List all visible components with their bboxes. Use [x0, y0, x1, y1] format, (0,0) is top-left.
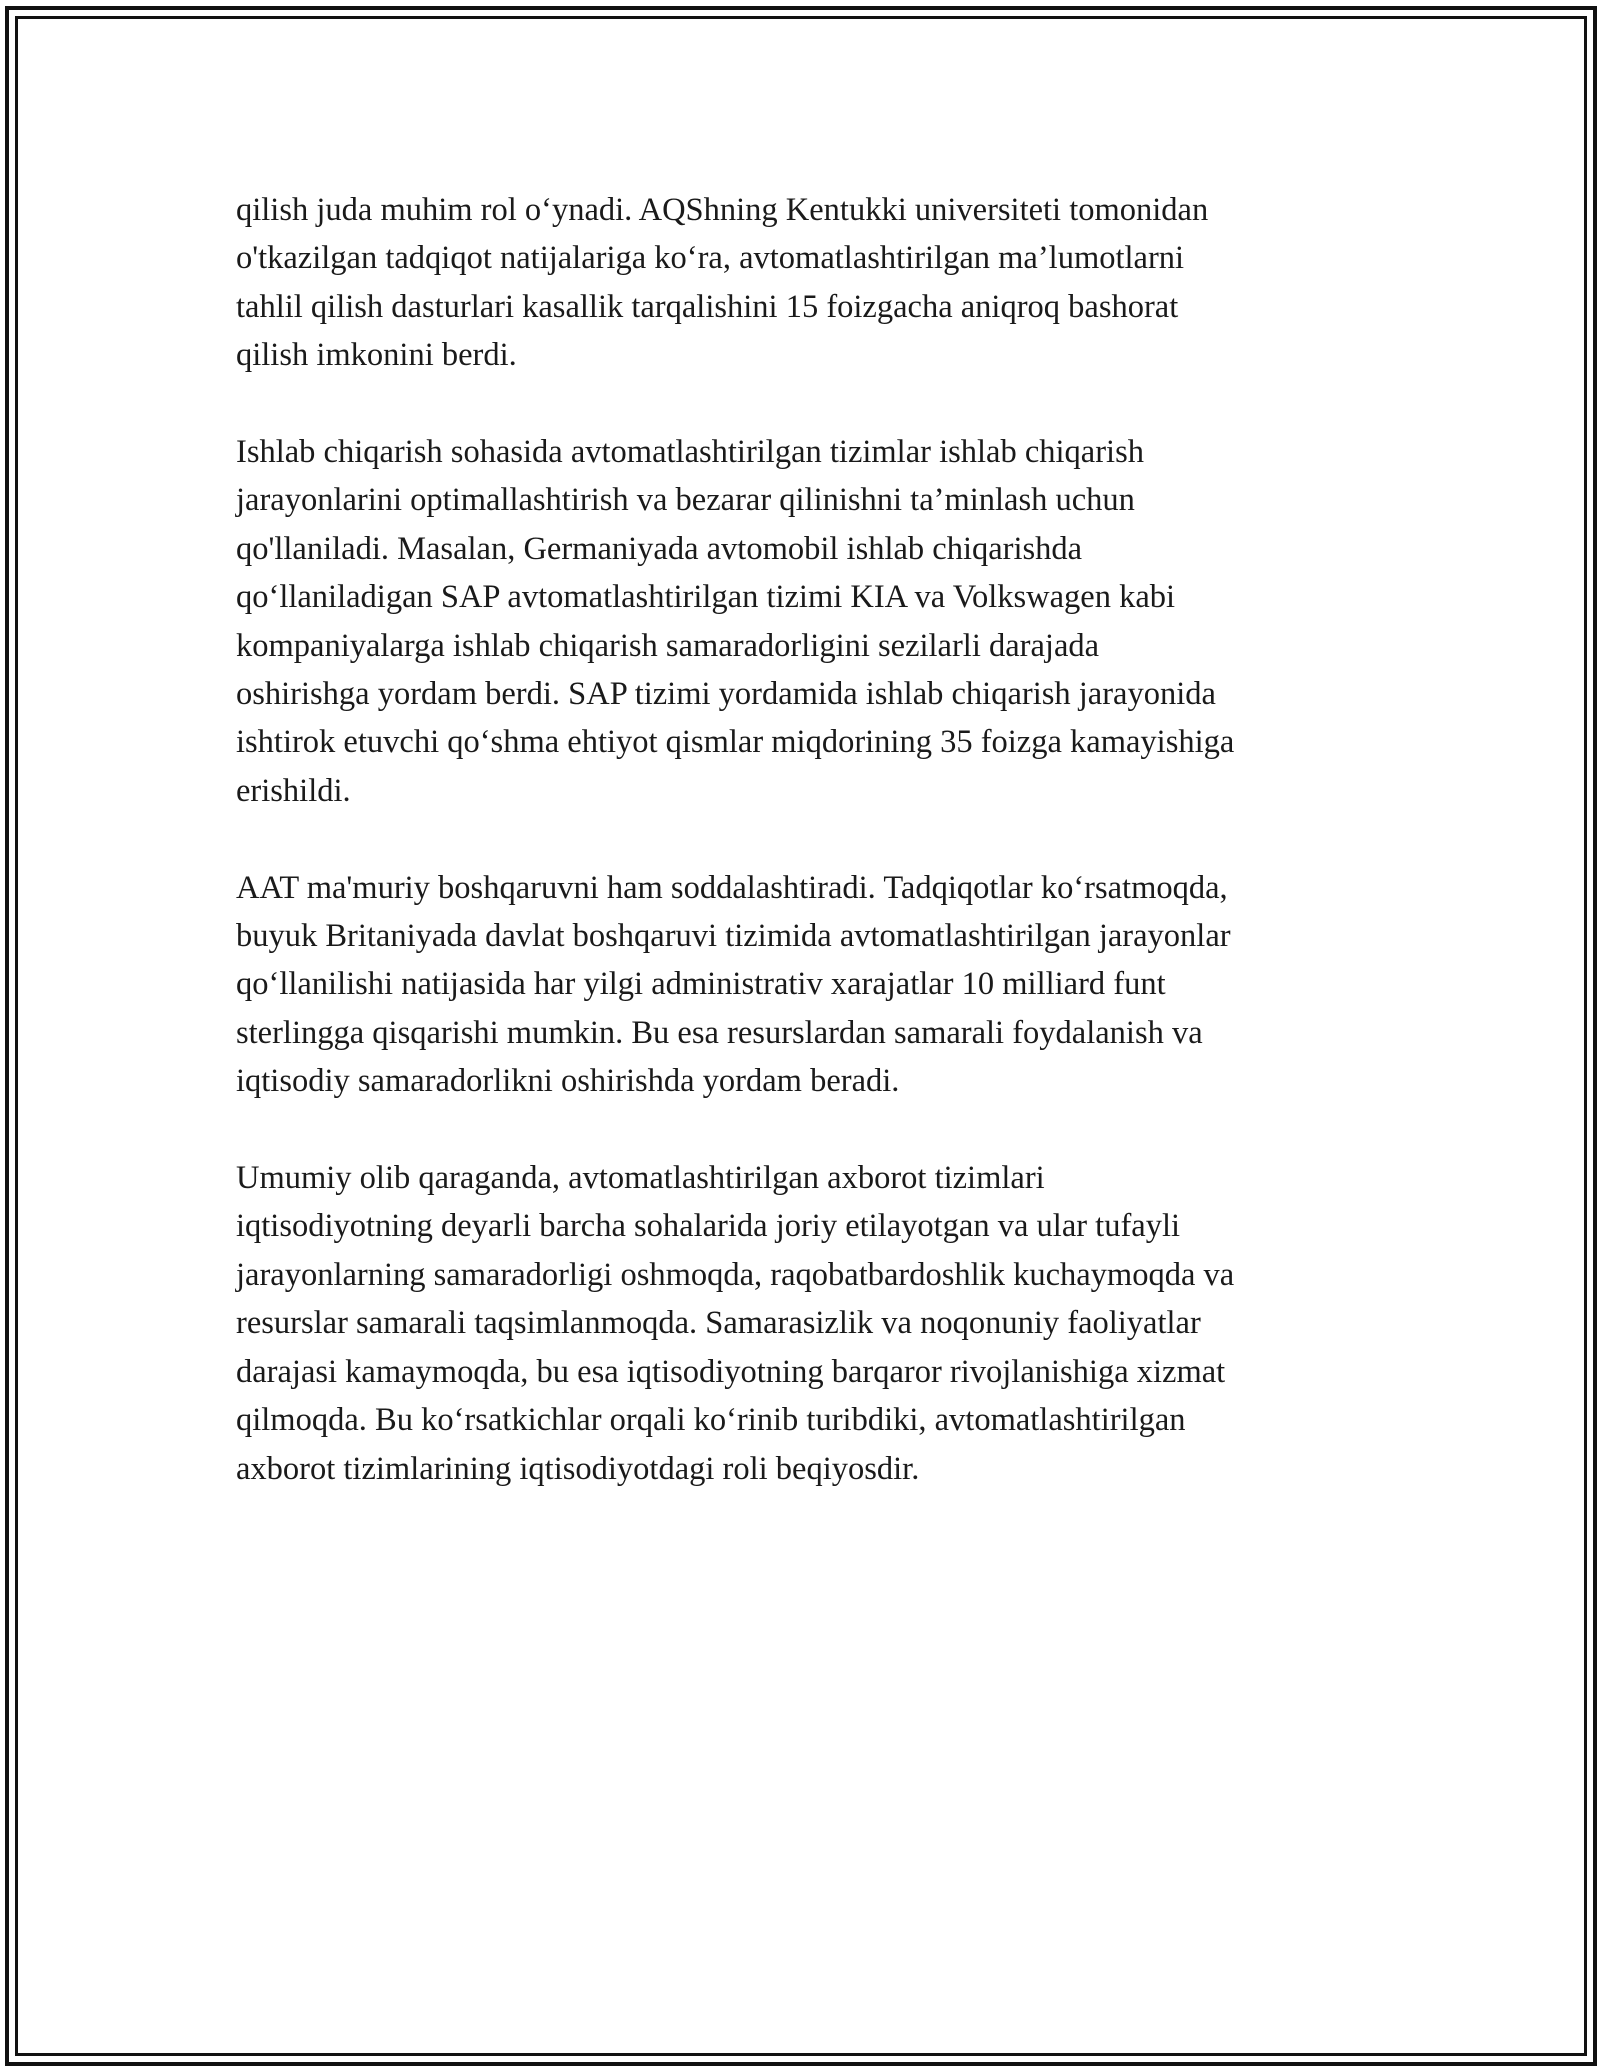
- paragraph-4: [236, 1154, 1376, 1493]
- text-line: kompaniyalarga ishlab chiqarish samaradorligini sezilarli darajada: [236, 627, 1100, 664]
- text-line: axborot tizimlarining iqtisodiyotdagi roli beqiyosdir.: [236, 1450, 920, 1487]
- document-body: [236, 186, 1376, 1541]
- paragraph-1: [236, 186, 1376, 380]
- text-line: o'tkazilgan tadqiqot natijalariga ko‘ra, avtomatlashtirilgan ma’lumotlarni: [236, 240, 1185, 277]
- paragraph-2: [236, 428, 1376, 815]
- text-line: oshirishga yordam berdi. SAP tizimi yordamida ishlab chiqarish jarayonida: [236, 676, 1216, 713]
- text-line: qilish imkonini berdi.: [236, 337, 517, 374]
- text-line: iqtisodiyotning deyarli barcha sohalarida joriy etilayotgan va ular tufayli: [236, 1208, 1181, 1245]
- text-line: Umumiy olib qaraganda, avtomatlashtirilgan axborot tizimlari: [236, 1160, 1045, 1197]
- paragraph-3: [236, 864, 1376, 1106]
- text-line: qo‘llaniladigan SAP avtomatlashtirilgan tizimi KIA va Volkswagen kabi: [236, 579, 1176, 616]
- text-line: jarayonlarning samaradorligi oshmoqda, raqobatbardoshlik kuchaymoqda va: [236, 1256, 1235, 1293]
- text-line: ishtirok etuvchi qo‘shma ehtiyot qismlar miqdorining 35 foizga kamayishiga: [236, 724, 1235, 761]
- text-line: AAT ma'muriy boshqaruvni ham soddalashtiradi. Tadqiqotlar ko‘rsatmoqda,: [236, 869, 1228, 906]
- text-line: tahlil qilish dasturlari kasallik tarqalishini 15 foizgacha aniqroq bashorat: [236, 288, 1179, 325]
- text-line: qilmoqda. Bu ko‘rsatkichlar orqali ko‘rinib turibdiki, avtomatlashtirilgan: [236, 1402, 1186, 1439]
- text-line: iqtisodiy samaradorlikni oshirishda yordam beradi.: [236, 1063, 900, 1100]
- text-line: Ishlab chiqarish sohasida avtomatlashtirilgan tizimlar ishlab chiqarish: [236, 434, 1144, 471]
- text-line: jarayonlarini optimallashtirish va bezarar qilinishni ta’minlash uchun: [236, 482, 1135, 519]
- text-line: darajasi kamaymoqda, bu esa iqtisodiyotning barqaror rivojlanishiga xizmat: [236, 1353, 1226, 1390]
- text-line: qo‘llanilishi natijasida har yilgi administrativ xarajatlar 10 milliard funt: [236, 966, 1166, 1003]
- text-line: resurslar samarali taqsimlanmoqda. Samarasizlik va noqonuniy faoliyatlar: [236, 1305, 1201, 1342]
- text-line: buyuk Britaniyada davlat boshqaruvi tizimida avtomatlashtirilgan jarayonlar: [236, 918, 1231, 955]
- text-line: qo'llaniladi. Masalan, Germaniyada avtomobil ishlab chiqarishda: [236, 530, 1083, 567]
- text-line: sterlingga qisqarishi mumkin. Bu esa resurslardan samarali foydalanish va: [236, 1014, 1203, 1051]
- text-line: erishildi.: [236, 772, 351, 809]
- text-line: qilish juda muhim rol o‘ynadi. AQShning Kentukki universiteti tomonidan: [236, 192, 1209, 228]
